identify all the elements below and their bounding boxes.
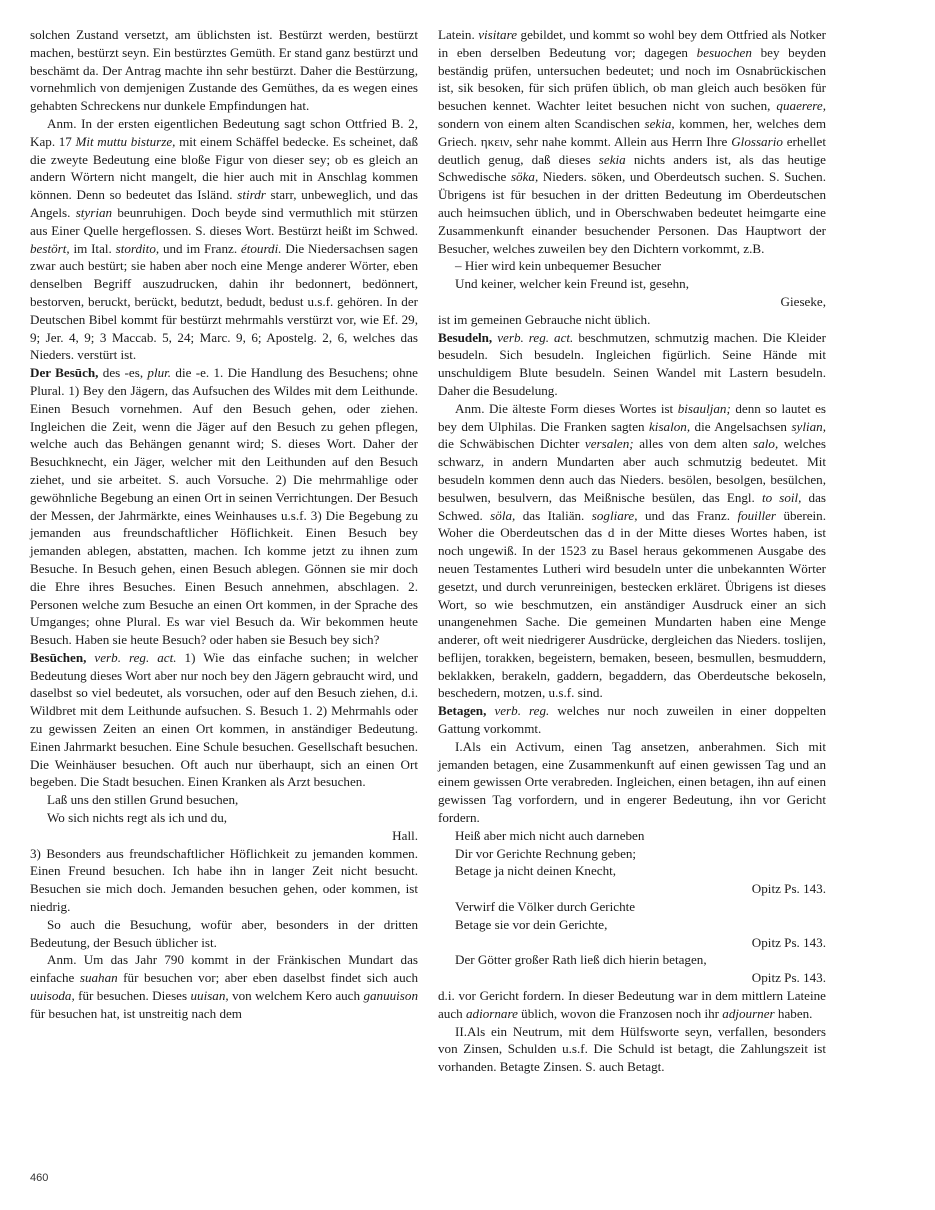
italic-term: sekia bbox=[598, 151, 626, 167]
quote-source bbox=[438, 880, 826, 898]
text-run: sondern von einem alten Scandischen bbox=[438, 115, 645, 131]
italic-term: söka, bbox=[510, 169, 539, 185]
quote-source bbox=[438, 293, 826, 311]
verse-line bbox=[438, 951, 826, 969]
text-run: Opitz Ps. 143. bbox=[751, 934, 826, 950]
paragraph bbox=[30, 916, 418, 952]
right-column bbox=[438, 26, 826, 1076]
italic-term: quaerere, bbox=[776, 98, 826, 114]
text-run: von welchem Kero auch bbox=[228, 988, 364, 1004]
italic-term: salo, bbox=[753, 436, 779, 452]
italic-term: besuochen bbox=[696, 44, 752, 60]
italic-term: visitare bbox=[478, 27, 518, 42]
text-run: Betage sie vor dein Gerichte, bbox=[455, 916, 608, 932]
text-run: beunruhigen. Doch beyde sind vermuthlich mit stürzen aus Einer Quelle hergeflossen. S. dieses Wort. Bestürzt heißt im Schwed. bbox=[30, 204, 418, 238]
quote-source bbox=[438, 934, 826, 952]
quote-source bbox=[30, 827, 418, 845]
text-run: mit einem Schäffel bedecke. Es scheinet, daß die zweyte Bedeutung eine bloße Figur von dieser sey; ob es gleich an andern Wörtern nicht mangelt, die hier auch mit in Anschlag kommen können. Denn so bedeutet das Isländ. bbox=[30, 133, 419, 203]
text-run: gebildet, und kommt so wohl bey dem Ottfried als Notker in eben derselben Bedeutung vor; dagegen bbox=[438, 27, 826, 60]
verse-line bbox=[438, 862, 826, 880]
italic-term: plur. bbox=[147, 365, 172, 381]
text-run: Die Niedersachsen sagen zwar auch bestürt; sie haben aber noch eine Menge anderer Wörter, eben denselben Begriff auszudrucken, dahin ihr bedonnert, bedönnert, bestorven, beruckt, berückt, bedutzt, bedudt, bedust u.s.f. gehören. In der Deutschen Bibel kommt für bestürzt mehrmahls verstürzt vor, wie Ef. 29, 9; Jer. 4, 9; 3 Maccab. 5, 24; Marc. 9, 6; Apostelg. 2, 6, welches das Nieders. verstürt ist. bbox=[30, 240, 418, 363]
quote-source bbox=[438, 969, 826, 987]
text-run: I.Als ein Activum, einen Tag ansetzen, anberahmen. Sich mit jemanden betagen, eine Zusammenkunft auf einen gewissen Tag und an einem gewissen Orte verabreden. Ingleichen, einen betagen, ihn auf einen gewissen Tag vorfordern, und in engerer Bedeutung, ihn vor Gericht fordern. bbox=[438, 738, 826, 826]
text-run: überein. Woher die Oberdeutschen das d in der Mitte dieses Wortes haben, ist noch ungewiß. In der 1523 zu Basel heraus gekommenen Ausgabe des neuen Testamentes Lutheri wird besudeln unter die unbekannten Wörter gesetzt, und durch verunreinigen, bestecken erkläret. Übrigens ist dieses Wort, so wie beschmutzen, ein anständiger Ausdruck einer an sich unangenehmen Sache. Die gemeinen Mundarten haben eine Menge anderer, oft weit niedrigerer Ausdrücke, dergleichen das Nieders. toslijen, beflijen, torakken, begeistern, bemaken, beseen, besmullen, besmuddern, beklakken, berakeln, gaddern, begaddern, das Oberdeutsche bekoseln, beschedern, motzen, u.s.f. sind. bbox=[438, 507, 826, 701]
text-run: Anm. In der ersten eigentlichen Bedeutung sagt schon Ottfried B. 2, Kap. 17 bbox=[30, 115, 418, 149]
text-run: 3) Besonders aus freundschaftlicher Höflichkeit zu jemanden kommen. Einen Freund besuchen. Ich habe ihn in langer Zeit nicht besucht. Besuchen sie mich doch. Jemanden besuchen gehen, oder kommen, ist niedrig. bbox=[30, 845, 418, 915]
text-run: nichts anders ist, als das heutige Schwedische bbox=[438, 151, 826, 185]
text-run: Verwirf die Völker durch Gerichte bbox=[455, 899, 636, 915]
italic-term: söla, bbox=[490, 507, 516, 523]
italic-term: verb. reg. act. bbox=[497, 329, 574, 345]
text-run: des -es, bbox=[98, 365, 148, 381]
italic-term: uuisan, bbox=[190, 988, 229, 1004]
headword: Betagen, bbox=[438, 703, 487, 719]
text-run: 1) Wie das einfache suchen; in welcher Bedeutung dieses Wort aber nur noch bey den Jägern gebraucht wird, und daselbst so viel bedeutet, als vorsuchen, oder auf den Besuch ziehen, d.i. Wildbret mit dem Leithunde aufsuchen. S. Besuch 1. 2) Mehrmahls oder zu gewissen Zeiten an einen Ort kommen, in anständiger Bedeutung. Einen Jahrmarkt besuchen. Eine Schule besuchen. Gesellschaft besuchen. Die Weinhäuser besuchen. Oft auch nur überhaupt, sich an einen Ort begeben. Die Stadt besuchen. Einen Kranken als Arzt besuchen. bbox=[30, 649, 419, 790]
text-run: Heiß aber mich nicht auch darneben bbox=[455, 827, 645, 843]
text-run: Anm. Die älteste Form dieses Wortes ist bbox=[455, 400, 678, 416]
text-run: haben. bbox=[774, 1005, 813, 1021]
italic-term: to soil, bbox=[761, 489, 802, 505]
text-run: bey beyden beständig prüfen, untersuchen bedeutet; und noch im Osnabrückischen ist, sik besoken, für sich prüfen üblich, ob man gleich auch besöken für besuchen kennet. Wachter leitet besuchen nicht von suchen, bbox=[438, 44, 826, 114]
text-run: solchen Zustand versetzt, am üblichsten ist. Bestürzt werden, bestürzt machen, bestürzt seyn. Ein bestürztes Gemüth. Er stand ganz bestürzt und beschämt da. Der Antrag machte ihn sehr bestürzt. Daher die Bestürzung, vornehmlich von demjenigen Zustande des Gemüthes, da es wegen eines gehabten Schreckens nur dunkele Empfindungen hat. bbox=[30, 27, 418, 114]
paragraph bbox=[30, 845, 418, 916]
italic-term: stirdr bbox=[237, 187, 266, 203]
text-run: Nieders. söken, und Oberdeutsch suchen. S. Suchen. Übrigens ist für besuchen in der dritten Bedeutung im Oberdeutschen auch heimsuchen üblich, und in Oberschwaben bedeutet heimgarte eine Zusammenkunft einander besuchender Personen. Das Hauptwort der Besucher, welches zuweilen bey den Dichtern vorkommt, z.B. bbox=[438, 169, 826, 256]
headword: Besūchen, bbox=[30, 649, 87, 665]
text-run: für besuchen. Dieses bbox=[74, 988, 191, 1004]
text-run: und im Franz. bbox=[159, 240, 241, 256]
paragraph bbox=[438, 987, 826, 1023]
italic-term: fouiller bbox=[737, 507, 777, 523]
italic-term: uuisoda, bbox=[30, 988, 75, 1004]
paragraph bbox=[438, 26, 826, 257]
text-run: Laß uns den stillen Grund besuchen, bbox=[47, 792, 239, 808]
paragraph bbox=[438, 702, 826, 738]
left-column bbox=[30, 26, 418, 1023]
text-run: Latein. bbox=[438, 27, 479, 42]
text-run: und das Franz. bbox=[637, 507, 738, 523]
text-run: erhellet deutlich genug, daß dieses bbox=[438, 133, 826, 167]
text-run: beschmutzen, schmutzig machen. Die Kleider besudeln. Sich besudeln. Ingleichen figürlich. Seine Hände mit unschuldigem Blute besudeln. Seinen Wandel mit Lastern besudeln. Daher die Besudelung. bbox=[438, 329, 826, 398]
text-run: alles von dem alten bbox=[633, 436, 754, 452]
text-run: Gieseke, bbox=[780, 293, 826, 309]
text-run: starr, unbeweglich, und das Angels. bbox=[30, 187, 418, 220]
text-run: das Italiän. bbox=[515, 507, 592, 523]
text-run: für besuchen hat, ist unstreitig nach dem bbox=[30, 1005, 242, 1021]
headword: Besudeln, bbox=[438, 329, 493, 345]
verse-line bbox=[438, 827, 826, 845]
verse-line bbox=[438, 845, 826, 863]
italic-term: adjourner bbox=[722, 1005, 775, 1021]
text-run: die Schwäbischen Dichter bbox=[438, 436, 585, 452]
paragraph bbox=[438, 311, 826, 329]
paragraph bbox=[30, 951, 418, 1022]
verse-line bbox=[30, 791, 418, 809]
italic-term: styrian bbox=[75, 204, 113, 220]
verse-line bbox=[438, 257, 826, 275]
text-run: So auch die Besuchung, wofür aber, besonders in der dritten Bedeutung, der Besuch üblicher ist. bbox=[30, 916, 418, 950]
text-run: Opitz Ps. 143. bbox=[751, 970, 826, 986]
verse-line bbox=[438, 275, 826, 293]
italic-term: Mit muttu bisturze, bbox=[75, 133, 176, 149]
paragraph bbox=[30, 364, 418, 649]
headword: Der Besūch, bbox=[30, 365, 99, 381]
text-run: Der Götter großer Rath ließ dich hierin betagen, bbox=[455, 952, 707, 968]
italic-term: stordito, bbox=[115, 240, 160, 256]
text-run: d.i. vor Gericht fordern. In dieser Bedeutung war in dem mittlern Lateine auch bbox=[438, 988, 826, 1021]
text-run: II.Als ein Neutrum, mit dem Hülfsworte seyn, verfallen, besonders von Zinsen, Schulden u.s.f. Die Schuld ist betagt, die Zahlungszeit ist vorhanden. Betagte Zinsen. S. auch Betagt. bbox=[438, 1023, 826, 1075]
text-run: welches nur noch zuweilen in einer doppelten Gattung vorkommt. bbox=[438, 703, 826, 737]
italic-term: sogliare, bbox=[591, 507, 638, 523]
text-run: Anm. Um das Jahr 790 kommt in der Fränkischen Mundart das einfache bbox=[30, 952, 418, 986]
paragraph bbox=[30, 649, 418, 791]
text-run: kommen, her, welches dem Griech. ηκειν, sehr nahe kommt. Allein aus Herrn Ihre bbox=[438, 115, 826, 149]
italic-term: verb. reg. bbox=[494, 703, 550, 719]
page-number: 460 bbox=[30, 1172, 49, 1184]
text-run: Opitz Ps. 143. bbox=[751, 881, 826, 897]
italic-term: bisauljan; bbox=[677, 400, 731, 416]
text-run: das Schwed. bbox=[438, 489, 827, 523]
text-run: im Ital. bbox=[69, 240, 116, 256]
paragraph bbox=[438, 738, 826, 827]
text-run: denn so lautet es bey dem Ulphilas. Die Franken sagten bbox=[438, 400, 826, 434]
verse-line bbox=[438, 898, 826, 916]
italic-term: ganuuison bbox=[363, 988, 418, 1004]
text-run: Hall. bbox=[392, 827, 418, 843]
text-run: Dir vor Gerichte Rechnung geben; bbox=[455, 845, 637, 861]
italic-term: bestört, bbox=[30, 240, 70, 256]
italic-term: Glossario bbox=[731, 133, 783, 149]
italic-term: versalen; bbox=[584, 436, 634, 452]
italic-term: sylian, bbox=[791, 418, 826, 434]
italic-term: kisalon, bbox=[649, 418, 691, 434]
text-run: ist im gemeinen Gebrauche nicht üblich. bbox=[438, 311, 651, 327]
text-run: Betage ja nicht deinen Knecht, bbox=[455, 863, 617, 879]
text-run: üblich, wovon die Franzosen noch ihr bbox=[517, 1005, 723, 1021]
italic-term: verb. reg. act. bbox=[94, 649, 177, 665]
text-run: welches schwarz, in andern Mundarten aber auch schmutzig bedeutet. Mit besudeln kommen denn auch das Nieders. besölen, besolgen, besülchen, besulwen, besulvern, das Meißnische besülen, das Engl. bbox=[438, 436, 826, 505]
text-run: die Angelsachsen bbox=[690, 418, 792, 434]
italic-term: étourdi. bbox=[240, 240, 282, 256]
text-run: für besuchen vor; aber eben daselbst findet sich auch bbox=[117, 970, 418, 986]
verse-line bbox=[30, 809, 418, 827]
paragraph bbox=[30, 26, 418, 115]
italic-term: sekia, bbox=[644, 115, 675, 131]
italic-term: adiornare bbox=[466, 1005, 518, 1021]
text-run: Und keiner, welcher kein Freund ist, gesehn, bbox=[455, 276, 690, 292]
paragraph bbox=[438, 1023, 826, 1076]
text-run: Wo sich nichts regt als ich und du, bbox=[47, 810, 228, 826]
paragraph bbox=[438, 400, 826, 703]
paragraph bbox=[30, 115, 418, 364]
paragraph bbox=[438, 329, 826, 400]
text-run: – Hier wird kein unbequemer Besucher bbox=[455, 258, 662, 274]
verse-line bbox=[438, 916, 826, 934]
text-run: die -e. 1. Die Handlung des Besuchens; ohne Plural. 1) Bey den Jägern, das Aufsuchen des Wildes mit dem Leithunde. Einen Besuch vornehmen. Auf den Besuch gehen, oder ziehen. Ingleichen die Zeit, wenn die Jäger auf den Besuch zu gehen pflegen, welche auch das Behängen genannt wird; S. dieses Wort. Daher der Besuchknecht, ein Jäger, welcher mit den Leithunden auf den Besuch ziehet, und sie arbeitet. S. auch Vorsuche. 2) Die mehrmahlige oder gewöhnliche Begebung an einen Ort in seinen Verrichtungen. Der Besuch der Messen, der Jahrmärkte, eines Weinhauses u.s.f. 3) Die Begebung zu jemanden aus freundschaftlicher Höflichkeit. Einen Besuch bey jemanden ablegen, abstatten, machen. Ich komme jetzt zu ihnen zum Besuche. In Besuch gehen, einen Besuch ablegen. Gönnen sie mir doch die Ehre ihres Besuches. Einen Besuch annehmen, abschlagen. 2. Personen welche zum Besuche an einen Ort kommen, in der Sprache des Umganges; ohne Plural. Es war viel Besuch da. Wir bekommen heute Besuch. Haben sie heute Besuch? oder haben sie Besuch bey sich? bbox=[30, 365, 418, 648]
italic-term: suahan bbox=[79, 970, 118, 986]
